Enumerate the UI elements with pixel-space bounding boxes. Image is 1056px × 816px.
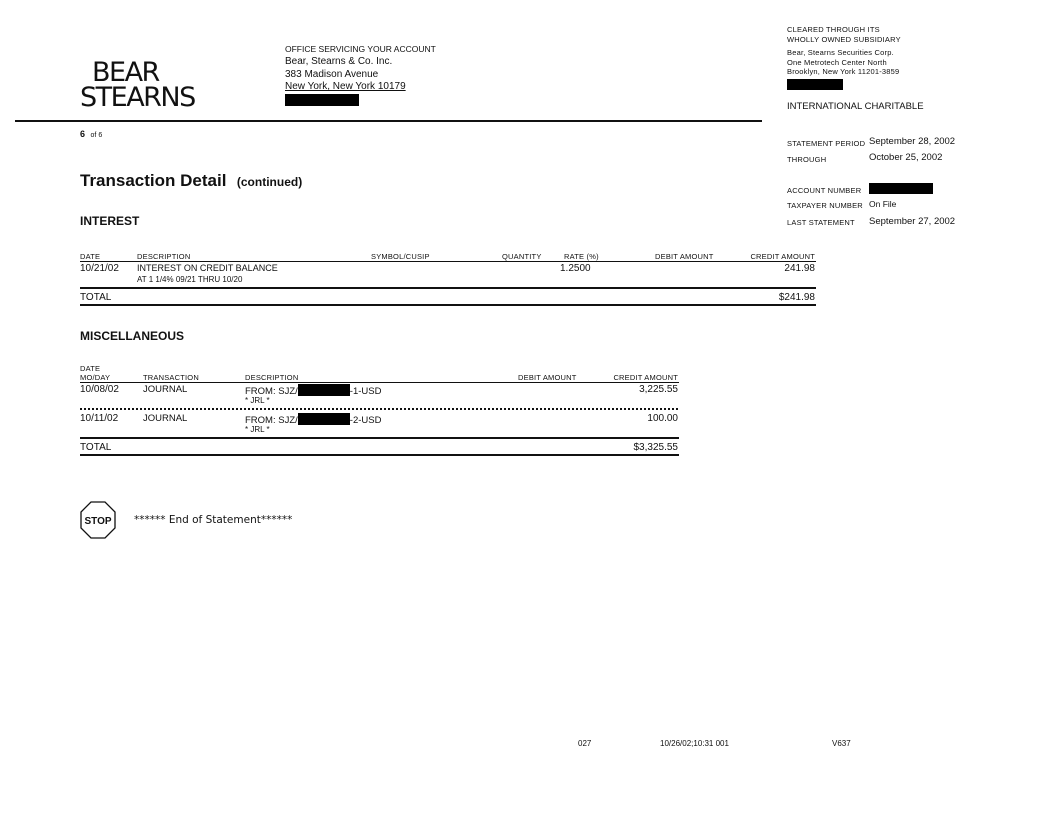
logo-line-2: STEARNS	[80, 82, 195, 113]
desc-prefix: FROM: SJZ/	[245, 415, 298, 426]
footer-code-2: V637	[832, 739, 851, 748]
col-date-top: DATE	[80, 364, 101, 373]
office-heading: OFFICE SERVICING YOUR ACCOUNT	[285, 44, 436, 54]
office-block	[285, 44, 436, 111]
account-name: INTERNATIONAL CHARITABLE	[787, 101, 924, 112]
bear-stearns-logo	[80, 57, 195, 113]
clearing-line: One Metrotech Center North	[787, 57, 887, 67]
last-statement-value: September 27, 2002	[869, 216, 956, 227]
total-credit: $241.98	[778, 292, 815, 303]
footer-timestamp: 10/26/02;10:31 001	[660, 739, 729, 748]
office-line: Bear, Stearns & Co. Inc.	[285, 56, 393, 67]
account-number-redacted	[869, 183, 933, 194]
row-date: 10/21/02	[80, 263, 119, 274]
col-moday: MO/DAY	[80, 373, 111, 382]
redacted-block	[285, 94, 359, 106]
total-label: TOTAL	[80, 292, 112, 303]
redacted-block	[787, 79, 843, 90]
total-top-rule	[80, 437, 679, 439]
row-credit: 241.98	[784, 263, 815, 274]
desc-suffix: -1-USD	[349, 386, 382, 397]
page-indicator	[80, 129, 102, 139]
col-rate: RATE (%)	[564, 252, 599, 261]
col-date: DATE	[80, 252, 101, 261]
col-debit: DEBIT AMOUNT	[518, 373, 577, 382]
total-credit: $3,325.55	[633, 442, 678, 453]
col-description: DESCRIPTION	[245, 373, 299, 382]
taxpayer-label: TAXPAYER NUMBER	[787, 201, 863, 210]
clearing-line: Bear, Stearns Securities Corp.	[787, 48, 894, 57]
last-statement-label: LAST STATEMENT	[787, 218, 855, 227]
page-of: of 6	[90, 132, 103, 139]
clearing-block	[787, 25, 901, 95]
total-bottom-rule	[80, 304, 816, 306]
clearing-heading: CLEARED THROUGH ITS	[787, 25, 880, 34]
office-line: 383 Madison Avenue	[285, 69, 379, 80]
title-sub: (continued)	[236, 175, 303, 189]
stop-sign-label: STOP	[84, 516, 112, 527]
col-transaction: TRANSACTION	[143, 373, 199, 382]
logo-line-1: BEAR	[92, 57, 159, 88]
page-number: 6	[80, 129, 86, 139]
page-title	[80, 171, 302, 191]
col-debit: DEBIT AMOUNT	[655, 252, 714, 261]
row-description-2: * JRL *	[245, 396, 270, 405]
desc-suffix: -2-USD	[349, 415, 382, 426]
end-of-statement: ****** End of Statement******	[134, 514, 293, 526]
office-line: New York, New York 10179	[285, 81, 406, 92]
total-bottom-rule	[80, 454, 679, 456]
total-top-rule	[80, 287, 816, 289]
title-main: Transaction Detail	[80, 171, 227, 190]
table-header-rule	[80, 261, 816, 262]
redacted-block	[298, 384, 350, 396]
statement-period-label: STATEMENT PERIOD	[787, 139, 866, 148]
through-label: THROUGH	[787, 155, 827, 164]
stop-sign-icon	[80, 501, 116, 539]
footer-code: 027	[578, 739, 592, 748]
row-separator	[80, 408, 678, 410]
through-value: October 25, 2002	[869, 152, 943, 163]
row-credit: 3,225.55	[639, 384, 678, 395]
row-date: 10/11/02	[80, 413, 119, 424]
col-credit: CREDIT AMOUNT	[750, 252, 815, 261]
row-transaction: JOURNAL	[143, 413, 188, 424]
row-description-2: * JRL *	[245, 425, 270, 434]
col-credit: CREDIT AMOUNT	[613, 373, 678, 382]
account-number-label: ACCOUNT NUMBER	[787, 186, 862, 195]
table-header-rule	[80, 382, 679, 383]
taxpayer-value: On File	[869, 199, 897, 209]
col-symbol: SYMBOL/CUSIP	[371, 252, 430, 261]
total-label: TOTAL	[80, 442, 112, 453]
header-rule	[15, 120, 762, 122]
row-transaction: JOURNAL	[143, 384, 188, 395]
misc-heading: MISCELLANEOUS	[80, 329, 185, 343]
interest-heading: INTEREST	[80, 214, 140, 228]
row-rate: 1.2500	[560, 263, 591, 274]
col-description: DESCRIPTION	[137, 252, 191, 261]
row-date: 10/08/02	[80, 384, 119, 395]
clearing-heading: WHOLLY OWNED SUBSIDIARY	[787, 34, 901, 44]
row-description-2: AT 1 1/4% 09/21 THRU 10/20	[137, 275, 243, 284]
col-quantity: QUANTITY	[502, 252, 542, 261]
redacted-block	[298, 413, 350, 425]
row-credit: 100.00	[647, 413, 678, 424]
statement-period-value: September 28, 2002	[869, 136, 956, 147]
desc-prefix: FROM: SJZ/	[245, 386, 298, 397]
clearing-line: Brooklyn, New York 11201-3859	[787, 67, 900, 76]
row-description: INTEREST ON CREDIT BALANCE	[137, 263, 278, 273]
